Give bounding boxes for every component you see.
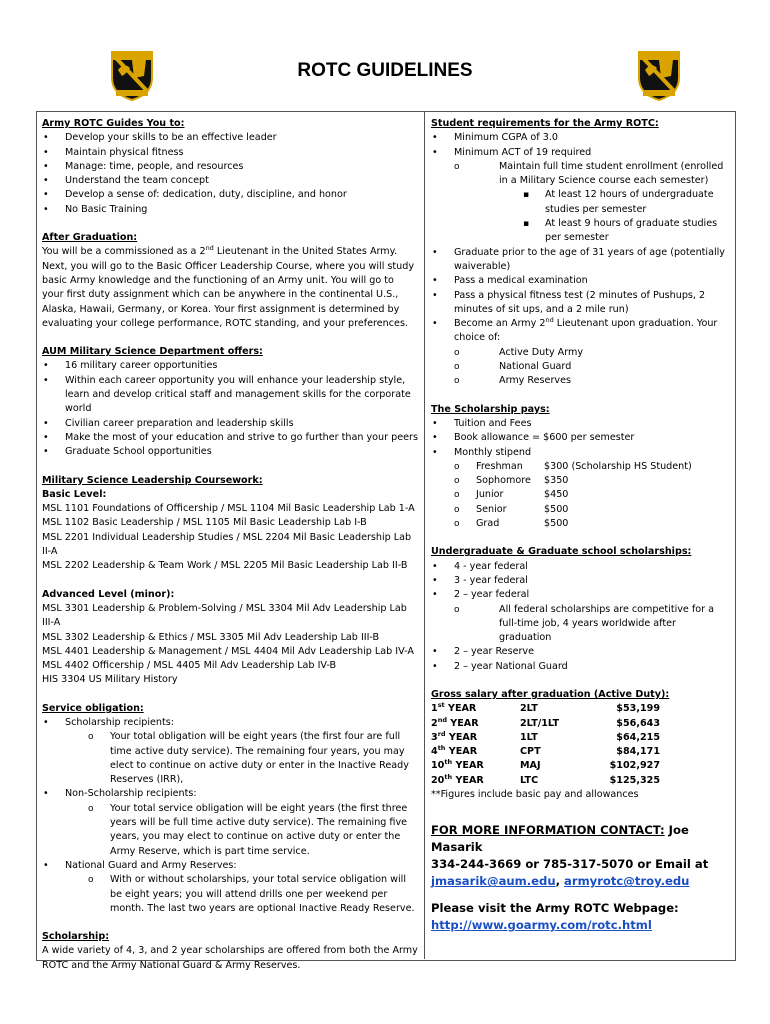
list-item: • No Basic Training [42,203,418,217]
list-item: • Minimum CGPA of 3.0 [431,131,728,145]
after-graduation-text: You will be a commissioned as a 2nd Lieutenant in the United States Army. Next, you will go to the Basic Officer Leadership Course, where you will study basic Army knowledge and the functioning of an Army unit. You will go to your first duty assignment which can be anywhere in the continental U.S., Alaska, Hawaii, Germany, or Korea. Your first assignment is determined by evaluating your college performance, ROTC standing, and your preferences. [42,244,415,329]
requirements-list [431,131,728,388]
list-item: • Non-Scholarship recipients: [42,787,418,801]
course-line: MSL 4401 Leadership & Management / MSL 4404 Mil Adv Leadership Lab IV-A [42,645,414,657]
list-item: o Active Duty Army [431,346,728,360]
school-scholarships-list [431,560,728,674]
list-item: • Monthly stipend [431,446,728,460]
list-item: o With or without scholarships, your total service obligation will be eight years; you will attend drills one per weekend per month. The last two years are optional Inactive Ready Reserve. [42,873,418,916]
list-item: o Army Reserves [431,374,728,388]
email-link-troy[interactable]: armyrotc@troy.edu [564,874,690,889]
list-item: o Maintain full time student enrollment (enrolled in a Military Science course each semester) [431,160,728,189]
contact-heading: FOR MORE INFORMATION CONTACT: [431,823,665,838]
contact-emails: jmasarik@aum.edu, armyrotc@troy.edu [431,874,690,889]
list-item: ▪ At least 9 hours of graduate studies per semester [431,217,728,246]
stipend-row: o Junior $450 [431,488,728,502]
column-divider [424,111,425,959]
list-item: • Book allowance = $600 per semester [431,431,728,445]
salary-row: 1st YEAR 2LT $53,199 [431,701,660,715]
contact-name: Joe Masarik [431,823,689,855]
course-line: MSL 3301 Leadership & Problem-Solving / MSL 3304 Mil Adv Leadership Lab III-A [42,602,407,629]
course-line: MSL 4402 Officership / MSL 4405 Mil Adv Leadership Lab IV-B [42,660,337,672]
list-item: • 4 - year federal [431,560,728,574]
basic-level-label: Basic Level: [42,488,107,500]
course-line: MSL 1102 Basic Leadership / MSL 1105 Mil Basic Leadership Lab I-B [42,517,367,529]
list-item: • Manage: time, people, and resources [42,160,418,174]
list-item: o All federal scholarships are competitive for a full-time job, 4 years worldwide after graduation [431,603,728,646]
list-item: • Scholarship recipients: [42,716,418,730]
coursework-heading: Military Science Leadership Coursework: [42,474,263,486]
salary-heading: Gross salary after graduation (Active Duty): [431,688,670,700]
list-item: o Your total service obligation will be eight years (the first three years will be full time active duty service). The remaining five years, you may elect to continue on active duty or enter the Army Reserve, which is part time service. [42,802,418,859]
salary-row: 2nd YEAR 2LT/1LT $56,643 [431,715,660,729]
offers-heading: AUM Military Science Department offers: [42,346,263,358]
list-item: • National Guard and Army Reserves: [42,859,418,873]
list-item: • Understand the team concept [42,174,418,188]
stipend-row: o Freshman $300 (Scholarship HS Student) [431,460,728,474]
list-item: • Minimum ACT of 19 required [431,146,728,160]
list-item: • Maintain physical fitness [42,146,418,160]
right-column [431,117,728,934]
contact-line [431,822,728,856]
course-line: MSL 1101 Foundations of Officership / MSL 1104 Mil Basic Leadership Lab 1-A [42,503,415,515]
contact-block [431,822,728,934]
pays-list [431,417,728,531]
list-item: • 2 – year federal [431,588,728,602]
list-item: • Civilian career preparation and leadership skills [42,417,418,431]
advanced-level-label: Advanced Level (minor): [42,588,175,600]
school-scholarships-heading: Undergraduate & Graduate school scholarships: [431,546,692,558]
list-item: • 2 – year National Guard [431,660,728,674]
list-item: • Pass a physical fitness test (2 minutes of Pushups, 2 minutes of sit ups, and a 2 mile run) [431,289,728,318]
list-item: • 3 - year federal [431,574,728,588]
email-link-aum[interactable]: jmasarik@aum.edu [431,874,556,889]
offers-list [42,359,418,459]
salary-row: 3rd YEAR 1LT $64,215 [431,729,660,743]
rotc-shield-logo [637,48,681,102]
course-line: MSL 2202 Leadership & Team Work / MSL 2205 Mil Basic Leadership Lab II-B [42,560,408,572]
list-item: • Develop your skills to be an effective leader [42,131,418,145]
rotc-webpage-link[interactable]: http://www.goarmy.com/rotc.html [431,918,652,933]
list-item: • 2 – year Reserve [431,645,728,659]
list-item: o National Guard [431,360,728,374]
list-item: o Your total obligation will be eight years (the first four are full time active duty service). The remaining four years, you may elect to continue on active duty or enter in the Inactive Ready Reserves (IRR), [42,730,418,787]
list-item: • Tuition and Fees [431,417,728,431]
list-item: • Become an Army 2nd Lieutenant upon graduation. Your choice of: [431,317,728,346]
scholarship-text: A wide variety of 4, 3, and 2 year scholarships are offered from both the Army ROTC and the Army National Guard & Army Reserves. [42,945,418,971]
service-list [42,716,418,916]
course-line: MSL 3302 Leadership & Ethics / MSL 3305 Mil Adv Leadership Lab III-B [42,631,380,643]
course-line: MSL 2201 Individual Leadership Studies / MSL 2204 Mil Basic Leadership Lab II-A [42,531,412,558]
salary-note: **Figures include basic pay and allowances [431,789,639,801]
contact-phone: 334-244-3669 or 785-317-5070 or Email at [431,857,709,872]
list-item: • Graduate School opportunities [42,445,418,459]
scholarship-heading: Scholarship: [42,931,110,943]
list-item: • 16 military career opportunities [42,359,418,373]
salary-row: 4th YEAR CPT $84,171 [431,743,660,758]
service-obligation-heading: Service obligation: [42,702,144,714]
scholarship-pays-heading: The Scholarship pays: [431,403,550,415]
after-graduation-heading: After Graduation: [42,232,138,244]
guides-heading: Army ROTC Guides You to: [42,118,185,129]
guides-list [42,131,418,217]
course-line: HIS 3304 US Military History [42,674,178,686]
rotc-shield-logo [110,48,154,102]
requirements-heading: Student requirements for the Army ROTC: [431,118,659,129]
stipend-row: o Grad $500 [431,517,728,531]
salary-row: 10th YEAR MAJ $102,927 [431,758,660,772]
list-item: ▪ At least 12 hours of undergraduate studies per semester [431,188,728,217]
list-item: • Make the most of your education and strive to go further than your peers [42,431,418,445]
list-item: • Within each career opportunity you will enhance your leadership style, learn and develop critical staff and management skills for the corporate world [42,374,418,417]
salary-row: 20th YEAR LTC $125,325 [431,772,660,786]
visit-webpage-text: Please visit the Army ROTC Webpage: [431,901,679,916]
list-item: • Graduate prior to the age of 31 years of age (potentially waiverable) [431,246,728,275]
stipend-row: o Sophomore $350 [431,474,728,488]
list-item: • Pass a medical examination [431,274,728,288]
stipend-row: o Senior $500 [431,503,728,517]
page-title: ROTC GUIDELINES [297,60,473,81]
list-item: • Develop a sense of: dedication, duty, discipline, and honor [42,188,418,202]
left-column [42,117,418,973]
